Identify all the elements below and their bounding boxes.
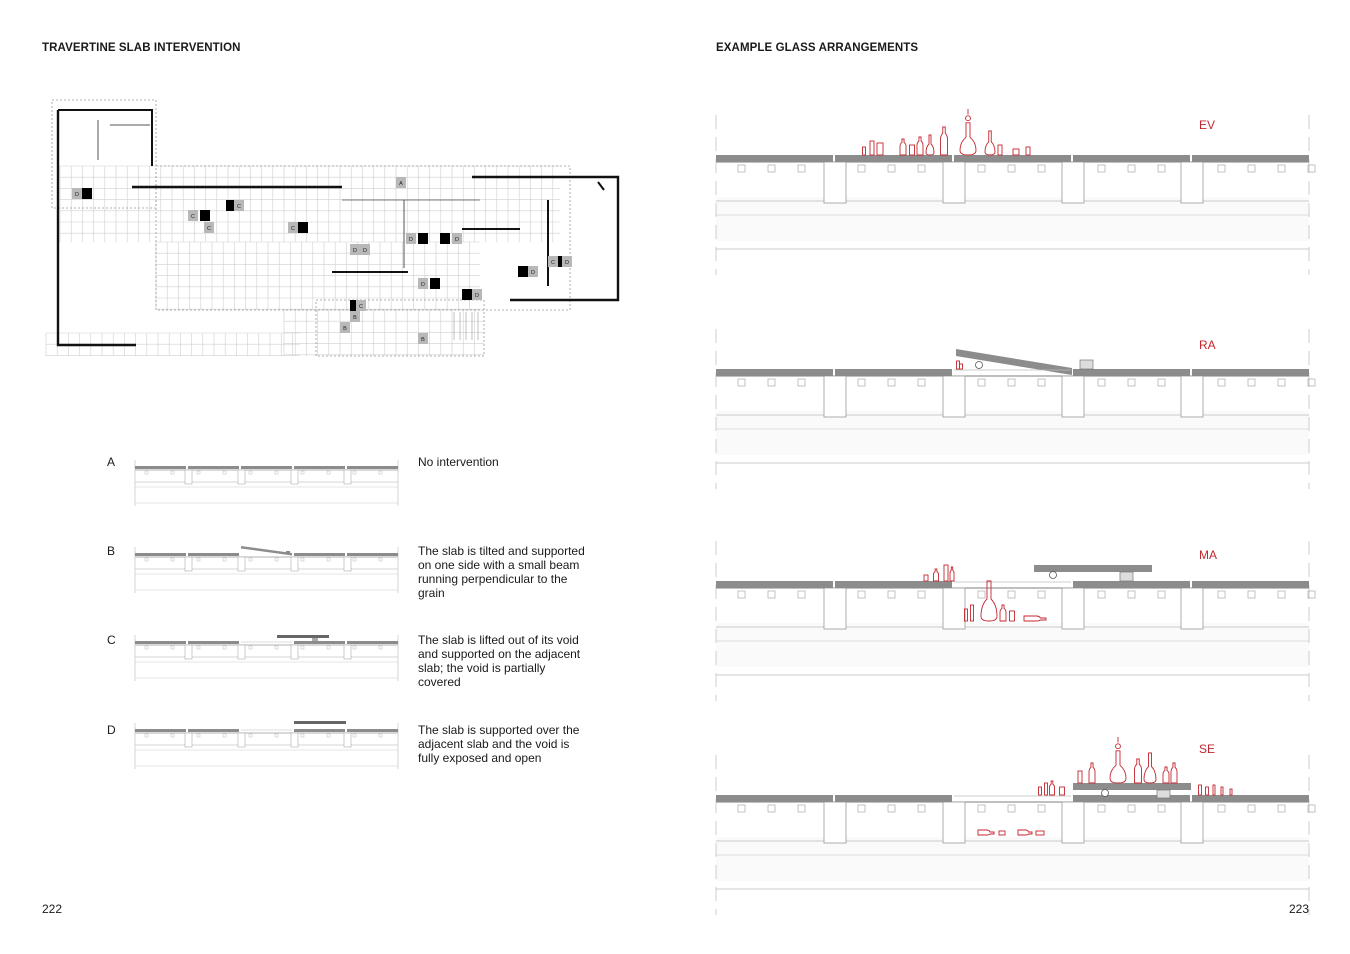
slab: [188, 641, 239, 644]
slab-joint: [197, 646, 200, 649]
slab-joint: [1128, 165, 1135, 172]
slab-joint: [978, 805, 985, 812]
slab-joint: [1158, 379, 1165, 386]
intervention-label-b: B: [107, 544, 116, 558]
slab-joint: [249, 646, 252, 649]
slab-joint: [275, 471, 278, 474]
slab-joint: [301, 734, 304, 737]
pedestal: [185, 557, 192, 571]
slab-tag: C: [207, 226, 211, 232]
slab: [1192, 795, 1309, 802]
slab-joint: [171, 558, 174, 561]
glass-cup: [1036, 831, 1044, 835]
slab-joint: [768, 591, 775, 598]
slab-joint: [379, 734, 382, 737]
slab: [1192, 581, 1309, 588]
slab-joint: [1278, 591, 1285, 598]
slab-joint: [798, 165, 805, 172]
slab: [294, 466, 345, 469]
support-beam: [1050, 572, 1057, 579]
slab: [1192, 369, 1309, 376]
slab-joint: [1248, 379, 1255, 386]
arrangement-label-se: SE: [1199, 742, 1216, 756]
slab-joint: [1098, 805, 1105, 812]
pedestal: [238, 557, 245, 571]
glass-cup: [944, 565, 948, 581]
slab-joint: [353, 471, 356, 474]
slab: [1073, 795, 1190, 802]
slab-joint: [1248, 591, 1255, 598]
slab-tag: D: [421, 282, 425, 288]
slab: [347, 729, 398, 732]
tilted-slab: [956, 349, 1072, 375]
section-C: [135, 635, 398, 681]
slab-joint: [918, 591, 925, 598]
slab: [135, 729, 186, 732]
slab-joint: [171, 646, 174, 649]
slab-joint: [738, 165, 745, 172]
glass-cup: [1013, 149, 1019, 155]
void-slab: [462, 289, 472, 300]
section-A: [135, 460, 398, 506]
slab-tag: D: [353, 248, 357, 254]
pedestal: [943, 802, 965, 843]
section-B: [135, 546, 398, 593]
slab-joint: [379, 471, 382, 474]
slab-joint: [888, 379, 895, 386]
pedestal: [344, 645, 351, 659]
glass-cup: [999, 831, 1005, 835]
glass-cup: [998, 145, 1002, 155]
void-slab: [82, 188, 92, 199]
slab-joint: [798, 591, 805, 598]
slab-tag: C: [359, 304, 363, 310]
slab-joint: [918, 379, 925, 386]
slab-joint: [275, 558, 278, 561]
slab-tag: B: [421, 337, 425, 343]
raised-slab: [1073, 783, 1191, 790]
glass-cup: [1230, 789, 1232, 795]
slab-joint: [327, 734, 330, 737]
slab-joint: [738, 591, 745, 598]
slab-joint: [1278, 165, 1285, 172]
slab: [188, 466, 239, 469]
support-block: [1080, 360, 1093, 369]
slab-tag: C: [237, 204, 241, 210]
slab-joint: [1008, 379, 1015, 386]
pedestal: [824, 162, 846, 203]
slab-joint: [1038, 165, 1045, 172]
plan-grid: [46, 166, 560, 356]
slab-joint: [171, 734, 174, 737]
glass-bottle: [1089, 763, 1095, 783]
slab-tag: B: [343, 326, 347, 332]
pedestal: [1181, 588, 1203, 629]
slab-joint: [145, 558, 148, 561]
slab-joint: [197, 558, 200, 561]
pedestal: [344, 557, 351, 571]
arrangement-EV: [716, 109, 1315, 275]
pedestal: [824, 588, 846, 629]
section-D: [135, 721, 398, 769]
slab-tag: C: [291, 226, 295, 232]
slab-joint: [978, 165, 985, 172]
arrangement-RA: [716, 329, 1315, 489]
slab-tag: C: [191, 214, 195, 220]
slab: [716, 369, 833, 376]
slab-joint: [301, 558, 304, 561]
pedestal: [291, 733, 298, 747]
void-slab: [518, 266, 528, 277]
glass-cup: [1199, 785, 1202, 795]
glass-bottle: [1135, 759, 1142, 783]
slab: [347, 553, 398, 556]
slab-joint: [275, 646, 278, 649]
slab-joint: [978, 591, 985, 598]
slab-joint: [1158, 591, 1165, 598]
intervention-sections: [135, 460, 398, 769]
glass-bottle: [1000, 605, 1006, 621]
slab-joint: [768, 805, 775, 812]
glass-cup: [960, 364, 963, 369]
slab: [716, 795, 833, 802]
slab-joint: [1248, 165, 1255, 172]
floor-plan: [46, 100, 618, 356]
glass-cup: [957, 361, 960, 369]
pedestal: [185, 733, 192, 747]
pedestal: [1062, 802, 1084, 843]
slab-joint: [798, 379, 805, 386]
support-beam: [976, 362, 983, 369]
slab-joint: [353, 734, 356, 737]
pedestal: [1062, 588, 1084, 629]
slab-joint: [888, 591, 895, 598]
tilted-slab: [241, 546, 292, 556]
glass-flask: [981, 581, 997, 621]
pedestal: [1181, 162, 1203, 203]
ground-band: [716, 411, 1309, 455]
slab-joint: [1098, 591, 1105, 598]
intervention-description-b: The slab is tilted and supported on one side with a small beam running perpendicular to the grain: [418, 544, 585, 600]
slab: [188, 553, 239, 556]
slab: [835, 581, 952, 588]
arrangement-SE: [716, 737, 1315, 915]
glass-flask: [926, 135, 934, 155]
pedestal: [238, 470, 245, 484]
slab: [1073, 369, 1190, 376]
slab-joint: [858, 591, 865, 598]
glass-cup: [1060, 787, 1065, 795]
intervention-label-c: C: [107, 633, 116, 647]
glass-cup: [1078, 771, 1082, 783]
slab-joint: [858, 379, 865, 386]
slab: [835, 155, 952, 162]
slab: [835, 795, 952, 802]
intervention-description-c: The slab is lifted out of its void and supported on the adjacent slab; the void is partially covered: [418, 633, 581, 689]
slab: [135, 553, 186, 556]
slab-joint: [768, 379, 775, 386]
intervention-description-d: The slab is supported over the adjacent slab and the void is fully exposed and open: [418, 723, 580, 765]
pedestal: [943, 588, 965, 629]
pedestal: [943, 376, 965, 417]
glass-bottle: [1050, 781, 1055, 795]
pedestal: [238, 645, 245, 659]
glass-bottle: [950, 567, 954, 581]
slab-joint: [1128, 591, 1135, 598]
pedestal: [291, 557, 298, 571]
slab: [1192, 155, 1309, 162]
slab-joint: [888, 805, 895, 812]
lifted-slab: [1034, 565, 1152, 572]
slab-joint: [301, 471, 304, 474]
support-beam: [286, 551, 290, 553]
slab: [347, 641, 398, 644]
ground-band: [716, 197, 1309, 241]
ground-band: [716, 623, 1309, 667]
slab: [1073, 581, 1190, 588]
support-block: [1157, 790, 1170, 798]
slab-joint: [145, 646, 148, 649]
right-page-title: EXAMPLE GLASS ARRANGEMENTS: [716, 42, 919, 54]
slab-tag: D: [75, 192, 79, 198]
glass-bottle: [934, 569, 939, 581]
slab-joint: [1218, 591, 1225, 598]
glass-bottle: [1171, 763, 1177, 783]
pedestal: [238, 733, 245, 747]
slab-joint: [1008, 165, 1015, 172]
glass-lying-bottle: [978, 830, 994, 835]
slab-joint: [223, 558, 226, 561]
pedestal: [824, 802, 846, 843]
slab-tag: D: [475, 293, 479, 299]
slab-joint: [327, 558, 330, 561]
ground-band: [716, 837, 1309, 881]
slab: [294, 641, 345, 644]
pedestal: [1062, 162, 1084, 203]
slab-joint: [798, 805, 805, 812]
slab: [241, 466, 292, 469]
left-page-title: TRAVERTINE SLAB INTERVENTION: [42, 42, 241, 54]
slab-joint: [918, 165, 925, 172]
slab: [347, 466, 398, 469]
slab-joint: [353, 646, 356, 649]
slab-joint: [888, 165, 895, 172]
slab-tag: D: [531, 270, 535, 276]
slab-joint: [918, 805, 925, 812]
glass-bottle: [1163, 767, 1169, 783]
glass-arrangement-sections: [716, 109, 1315, 915]
pedestal: [1181, 802, 1203, 843]
slab-joint: [1038, 805, 1045, 812]
slab-joint: [1128, 805, 1135, 812]
slab-joint: [327, 646, 330, 649]
slab-tag: A: [399, 181, 403, 187]
pedestal: [824, 376, 846, 417]
slab: [294, 729, 345, 732]
glass-cup: [971, 605, 974, 621]
slab-joint: [1218, 165, 1225, 172]
pedestal: [185, 470, 192, 484]
glass-cup: [1039, 787, 1042, 795]
glass-cup: [1026, 147, 1030, 155]
glass-stopper: [1116, 744, 1121, 749]
glass-bottle: [941, 127, 948, 155]
slab-joint: [1158, 165, 1165, 172]
pedestal: [943, 162, 965, 203]
slab-joint: [223, 471, 226, 474]
slab-joint: [379, 558, 382, 561]
glass-bottle: [917, 137, 923, 155]
glass-lying-bottle: [1018, 830, 1032, 835]
lifted-slab: [277, 635, 329, 638]
slab-joint: [249, 734, 252, 737]
slab-support: [312, 638, 318, 641]
glass-cup: [1045, 783, 1048, 795]
slab-joint: [1038, 379, 1045, 386]
slab-joint: [1278, 805, 1285, 812]
slab-joint: [1128, 379, 1135, 386]
glass-cup: [910, 145, 915, 155]
slab-tag: B: [353, 315, 357, 321]
glass-cup: [1206, 787, 1209, 795]
plan-void-slabs: [82, 188, 562, 311]
slab-joint: [249, 471, 252, 474]
intervention-label-d: D: [107, 723, 116, 737]
slab-joint: [275, 734, 278, 737]
slab-joint: [858, 165, 865, 172]
glass-cup: [1213, 785, 1215, 795]
arrangement-label-ma: MA: [1199, 548, 1217, 562]
void-slab: [430, 278, 440, 289]
slab: [954, 155, 1071, 162]
slab-joint: [145, 734, 148, 737]
pedestal: [291, 470, 298, 484]
slab: [135, 466, 186, 469]
slab-joint: [978, 379, 985, 386]
slab-joint: [197, 734, 200, 737]
arrangement-label-ev: EV: [1199, 118, 1216, 132]
support-beam: [1102, 790, 1109, 797]
slab-joint: [249, 558, 252, 561]
void-slab: [200, 210, 210, 221]
pedestal: [344, 470, 351, 484]
slab: [188, 729, 239, 732]
arrangement-MA: [716, 541, 1315, 701]
slab-joint: [1278, 379, 1285, 386]
glass-flask: [1110, 751, 1126, 783]
slab-joint: [738, 805, 745, 812]
glass-cup: [1221, 787, 1223, 795]
slab-joint: [738, 379, 745, 386]
slab-joint: [858, 805, 865, 812]
glass-flask: [960, 123, 976, 155]
slab: [716, 581, 833, 588]
slab-joint: [1098, 379, 1105, 386]
pedestal: [1062, 376, 1084, 417]
slab-tag: D: [363, 248, 367, 254]
glass-stopper: [966, 116, 971, 121]
glass-bottle: [900, 139, 906, 155]
page-number-right: 223: [1289, 902, 1310, 916]
raised-slab: [294, 721, 346, 724]
slab-joint: [223, 646, 226, 649]
slab-joint: [1008, 805, 1015, 812]
intervention-description-a: No intervention: [418, 455, 499, 469]
slab-joint: [327, 471, 330, 474]
slab-joint: [768, 165, 775, 172]
slab-joint: [171, 471, 174, 474]
pedestal: [185, 645, 192, 659]
glass-flask: [1144, 753, 1156, 783]
slab-tag: D: [565, 260, 569, 266]
pedestal: [291, 645, 298, 659]
slab-joint: [1248, 805, 1255, 812]
slab-joint: [1008, 591, 1015, 598]
glass-cup: [1010, 611, 1015, 621]
slab-joint: [301, 646, 304, 649]
slab: [294, 553, 345, 556]
glass-cup: [924, 575, 928, 581]
slab: [835, 369, 952, 376]
slab-joint: [1038, 591, 1045, 598]
slab: [1073, 155, 1190, 162]
pedestal: [344, 733, 351, 747]
slab-joint: [1158, 805, 1165, 812]
intervention-label-a: A: [107, 455, 116, 469]
slab-joint: [1098, 165, 1105, 172]
slab-joint: [353, 558, 356, 561]
slab: [716, 155, 833, 162]
slab-joint: [223, 734, 226, 737]
glass-lying-bottle: [1024, 616, 1046, 621]
page-number-left: 222: [42, 902, 63, 916]
arrangement-label-ra: RA: [1199, 338, 1216, 352]
void-slab: [298, 222, 308, 233]
slab-joint: [145, 471, 148, 474]
void-slab: [440, 233, 450, 244]
glass-flask: [985, 131, 995, 155]
slab-tag: D: [455, 237, 459, 243]
pedestal: [1181, 376, 1203, 417]
slab-tag: C: [551, 260, 555, 266]
void-slab: [418, 233, 428, 244]
slab-joint: [1218, 805, 1225, 812]
slab-tag: D: [409, 237, 413, 243]
glass-cup: [870, 141, 874, 155]
support-block: [1120, 572, 1133, 581]
slab-joint: [197, 471, 200, 474]
slab-joint: [379, 646, 382, 649]
glass-cup: [863, 147, 866, 155]
slab: [135, 641, 186, 644]
glass-cup: [877, 143, 883, 155]
slab-joint: [1218, 379, 1225, 386]
